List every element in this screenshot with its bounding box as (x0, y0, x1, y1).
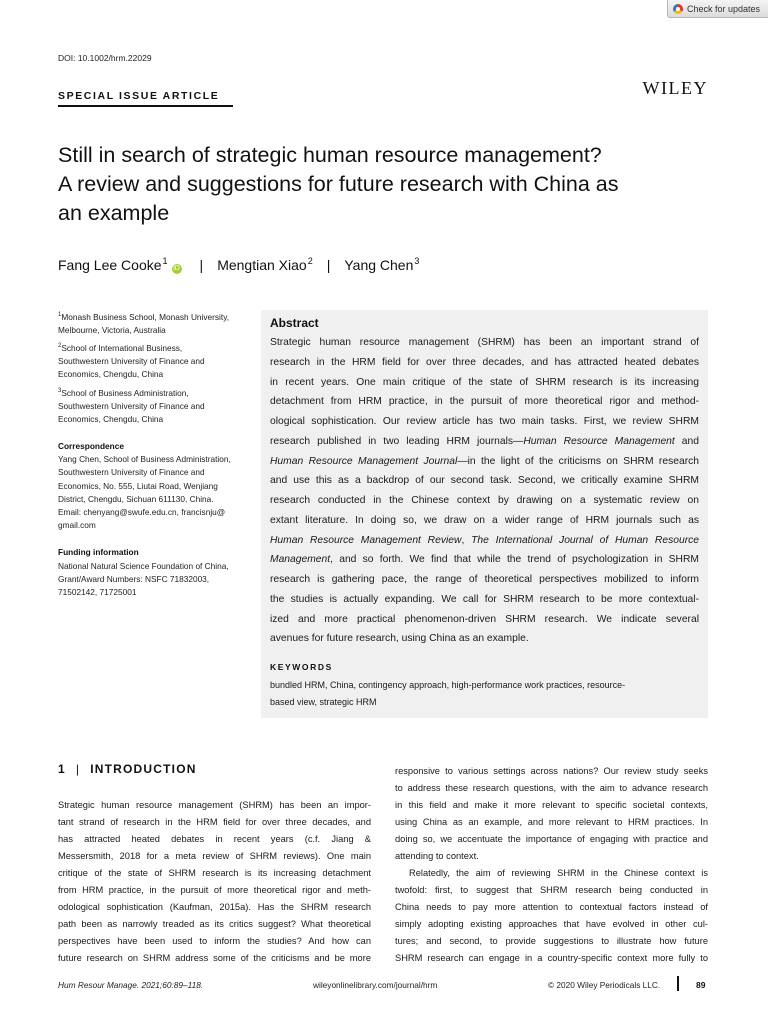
article-type-underline (58, 105, 233, 107)
author-list (58, 256, 419, 274)
correspondence-heading: Correspondence (58, 440, 124, 451)
title-line: an example (58, 201, 170, 225)
crossmark-icon (673, 4, 683, 14)
abstract-line: research published in two leading HRM journals—Human Resource Management and (270, 435, 699, 447)
body-line: Messersmith, 2018 for a meta review of SHRM reviews). One main (58, 851, 371, 861)
correspondence-email[interactable]: gmail.com (58, 520, 96, 531)
author-separator: | (326, 257, 331, 273)
page-number: 89 (696, 980, 706, 990)
abstract-line: detachment from HRM practice, in the pursuit of more theoretical rigor and method- (270, 396, 699, 408)
keywords-text: bundled HRM, China, contingency approach, high-performance work practices, resource- based view, strategic HRM (270, 680, 626, 707)
abstract-text (270, 333, 699, 649)
section-heading: 1 | INTRODUCTION (58, 762, 197, 776)
correspondence-block: Correspondence Yang Chen, School of Business Administration, Southwestern University of Finance and Economics, No. 555, Liutai Road, Wenjiang District, Chengdu, Sichuan 611130, China. Email: chenyang@swufe.edu.cn, francisnju@ gmail.com (58, 440, 248, 532)
body-line: tures; and second, to provide suggestions to illustrate how future (395, 936, 708, 946)
abstract-line: the studies is actually expanding. We call for SHRM research to be more contextual- (270, 593, 699, 605)
funding-heading: Funding information (58, 547, 139, 558)
body-line: odological sophistication (Kaufman, 2015a). Has the SHRM research (58, 902, 371, 912)
body-line: perspectives have been used to inform the studies? And how can (58, 936, 371, 946)
abstract-line: Human Resource Management Journal—in the light of the criticisms on SHRM research (270, 455, 699, 467)
orcid-icon[interactable]: iD (173, 265, 180, 272)
author-separator: | (199, 257, 204, 273)
abstract-line: research conducted in the Chinese context by drawing on a systematic review on (270, 495, 699, 506)
body-line: twofold: first, to suggest that SHRM research being conducted in (395, 885, 708, 895)
abstract-line: and use this as a backdrop of our second task. Second, we critically examine SHRM (270, 475, 699, 487)
abstract-line: avenues for future research, using China as an example. (270, 633, 529, 645)
body-line: from HRM practice, in the pursuit of more theoretical rigor and meth- (58, 885, 371, 895)
body-line: attending to context. (395, 851, 479, 861)
body-line: simply adopting existing approaches that have evolved in other cul- (395, 919, 708, 929)
body-line: tant strand of research in the HRM field for over three decades, and (58, 817, 371, 827)
check-for-updates-label: Check for updates (687, 3, 761, 14)
abstract-line: Strategic human resource management (SHRM) has been an important strand of (270, 337, 699, 348)
body-line: critique of the state of SHRM research is its increasing detachment (58, 868, 371, 878)
author-name[interactable]: Mengtian Xiao$^2$ (217, 256, 313, 273)
body-line: Relatedly, the aim of reviewing SHRM in the Chinese context is (409, 868, 708, 878)
footer-divider (677, 976, 679, 991)
body-line: Strategic human resource management (SHRM) has been an impor- (58, 800, 371, 810)
affiliation: $^1$Monash Business School, Monash University, Melbourne, Victoria, Australia (58, 311, 230, 335)
footer-journal: Hum Resour Manage. 2021;60:89–118. (58, 980, 204, 990)
body-line: doing so, we accentuate the importance of engaging with practice and (395, 834, 708, 844)
article-info-sidebar (58, 309, 248, 599)
body-line: China needs to pay more attention to contextual factors instead of (395, 902, 708, 912)
title-line: Still in search of strategic human resource management? (58, 143, 602, 167)
abstract-heading: Abstract (270, 316, 319, 330)
abstract-box (261, 310, 708, 718)
check-for-updates-button[interactable] (667, 0, 768, 18)
abstract-line: Management, and so forth. We find that while the trend of psychologization in SHRM (270, 554, 699, 566)
author-name[interactable]: Yang Chen$^3$ (344, 256, 420, 273)
body-column-right (395, 763, 708, 967)
abstract-line: Human Resource Management Review, The International Journal of Human Resource (270, 534, 699, 546)
body-line: in this field and make it more relevant to specific societal contexts, (395, 800, 708, 810)
footer-url[interactable]: wileyonlinelibrary.com/journal/hrm (313, 980, 438, 990)
body-line: using China as an example, and more relevant to HRM practices. In (395, 817, 708, 827)
body-line: responsive to various settings across nations? Our review study seeks (395, 766, 708, 776)
affiliation: $^2$School of International Business, Southwestern University of Finance and Economics, Chengdu, China (58, 342, 205, 380)
article-type: SPECIAL ISSUE ARTICLE (58, 90, 220, 102)
publisher-logo: WILEY (642, 78, 708, 98)
abstract-line: in recent years. One main critique of the state of SHRM research is its increasing (270, 376, 699, 388)
abstract-line: research in the HRM field for over three decades, and has attracted heated debates (270, 356, 699, 368)
abstract-line: extant literature. In doing so, we draw on a wider range of HRM journals such as (270, 514, 699, 526)
body-line: to address these research questions, with the aim to advance research (395, 783, 708, 793)
abstract-line: research is gathering pace, the range of theoretical perspectives mobilized to inform (270, 574, 699, 585)
body-line: path been as narrowly treaded as its critics suggest? What theoretical (58, 919, 371, 929)
doi[interactable]: DOI: 10.1002/hrm.22029 (58, 53, 152, 63)
body-line: SHRM research can engage in a country-specific context more fully to (395, 953, 708, 963)
abstract-line: ological sophistication. Our review article has two main tasks. First, we review SHRM (270, 416, 699, 427)
body-column-left (58, 797, 371, 967)
affiliation: $^3$School of Business Administration, Southwestern University of Finance and Economics, Chengdu, China (58, 387, 205, 424)
correspondence-email[interactable]: Email: chenyang@swufe.edu.cn, francisnju@ (58, 506, 226, 517)
keywords-heading: KEYWORDS (270, 662, 333, 672)
body-line: future research on SHRM address some of the criticisms and be more (58, 953, 371, 963)
body-line: has attracted heated debates in recent years (c.f. Jiang & (58, 834, 371, 844)
author-name[interactable]: Fang Lee Cooke$^1$ (58, 256, 168, 273)
abstract-line: ized and more practical phenomenon-driven SHRM research. We indicate several (270, 613, 699, 625)
article-title (58, 141, 708, 228)
footer-copyright: © 2020 Wiley Periodicals LLC. (548, 980, 661, 990)
title-line: A review and suggestions for future research with China as (58, 172, 619, 196)
funding-block: Funding information National Natural Science Foundation of China, Grant/Award Numbers: NSFC 71832003, 71502142, 71725001 (58, 546, 248, 599)
